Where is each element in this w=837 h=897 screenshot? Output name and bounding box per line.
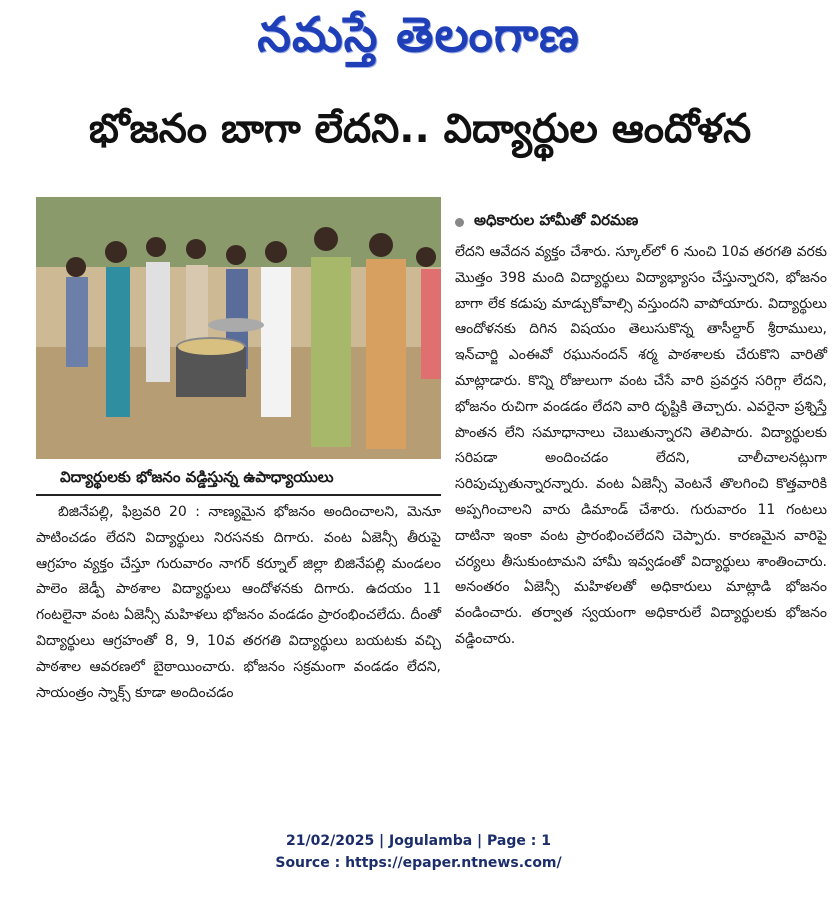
masthead-title: నమస్తే తెలంగాణ [257,7,580,63]
article-column-right [455,206,827,653]
article-body-right: లేదని ఆవేదన వ్యక్తం చేశారు. స్కూల్‌లో 6 నుంచి 10వ తరగతి వరకు మొత్తం 398 మంది విద్యార్థులు విద్యాభ్యాసం చేస్తున్నారని, భోజనం బాగా లేక కడుపు మాడ్చుకోవాల్సి వస్తుందని వాపోయారు. విద్యార్థులు ఆందోళనకు దిగిన విషయం తెలుసుకొన్న తాసీల్దార్ శ్రీరాములు, ఇన్‌చార్జి ఎంఈవో రఘునందన్ శర్మ పాఠశాలకు చేరుకొని వారితో మాట్లాడారు. కొన్ని రోజులుగా వంట చేసే వారి ప్రవర్తన సరిగ్గా లేదని, భోజనం రుచిగా వండడం లేదని వారి దృష్టికి తెచ్చారు. ఎవరైనా ప్రశ్నిస్తే పొంతన లేని సమాధానాలు చెబుతున్నారని తెలిపారు. విద్యార్థులకు సరిపడా అందించడం లేదని, చాలీచాలనట్లుగా సరిపుచ్చుతున్నారన్నారు. వంట ఏజెన్సీ వెంటనే తొలగించి కొత్తవారికి అప్పగించాలని వారు డిమాండ్ చేశారు. గురువారం 11 గంటలు దాటినా ఇంకా వంట ప్రారంభించలేదని చెప్పారు. కారణమైన వారిపై చర్యలు తీసుకుంటామని హామీ ఇవ్వడంతో విద్యార్థులు శాంతించారు. అనంతరం ఏజెన్సీ మహిళలతో అధికారులు మాట్లాడి భోజనం వండించారు. తర్వాత స్వయంగా అధికారులే విద్యార్థులకు భోజనం వడ్డించారు. [455,244,827,647]
newspaper-masthead [0,0,837,82]
page-footer [0,830,837,874]
photo-caption: విద్యార్థులకు భోజనం వడ్డిస్తున్న ఉపాధ్యాయులు [60,468,334,486]
bullet-icon [455,218,464,227]
footer-source: Source : https://epaper.ntnews.com/ [275,855,562,871]
article-photo [36,197,441,459]
article-subheading [455,206,827,238]
article-column-left [36,500,441,706]
photo-caption-bar [36,464,441,496]
footer-edition-info: 21/02/2025 | Jogulamba | Page : 1 [286,833,551,849]
subheading-text: అధికారుల హామీతో విరమణ [474,211,639,229]
photo-illustration [36,197,441,459]
article-body-left: బిజినేపల్లి, ఫిబ్రవరి 20 : నాణ్యమైన భోజనం అందించాలని, మెనూ పాటించడం లేదని విద్యార్థులు నిరసనకు దిగారు. వంట ఏజెన్సీ తీరుపై ఆగ్రహం వ్యక్తం చేస్తూ గురువారం నాగర్ కర్నూల్ జిల్లా బిజినేపల్లి మండలం పాలెం జెడ్పీ పాఠశాల విద్యార్థులు ఆందోళనకు దిగారు. ఉదయం 11 గంటలైనా వంట ఏజెన్సీ మహిళలు భోజనం వండడం ప్రారంభించలేదు. దీంతో విద్యార్థులు ఆగ్రహంతో 8, 9, 10వ తరగతి విద్యార్థులు బయటకు వచ్చి పాఠశాల ఆవరణలో బైఠాయించారు. భోజనం సక్రమంగా వండడం లేదని, సాయంత్రం స్నాక్స్ కూడా అందించడం [36,504,441,701]
article-headline: భోజనం బాగా లేదని.. విద్యార్థుల ఆందోళన [88,106,752,152]
